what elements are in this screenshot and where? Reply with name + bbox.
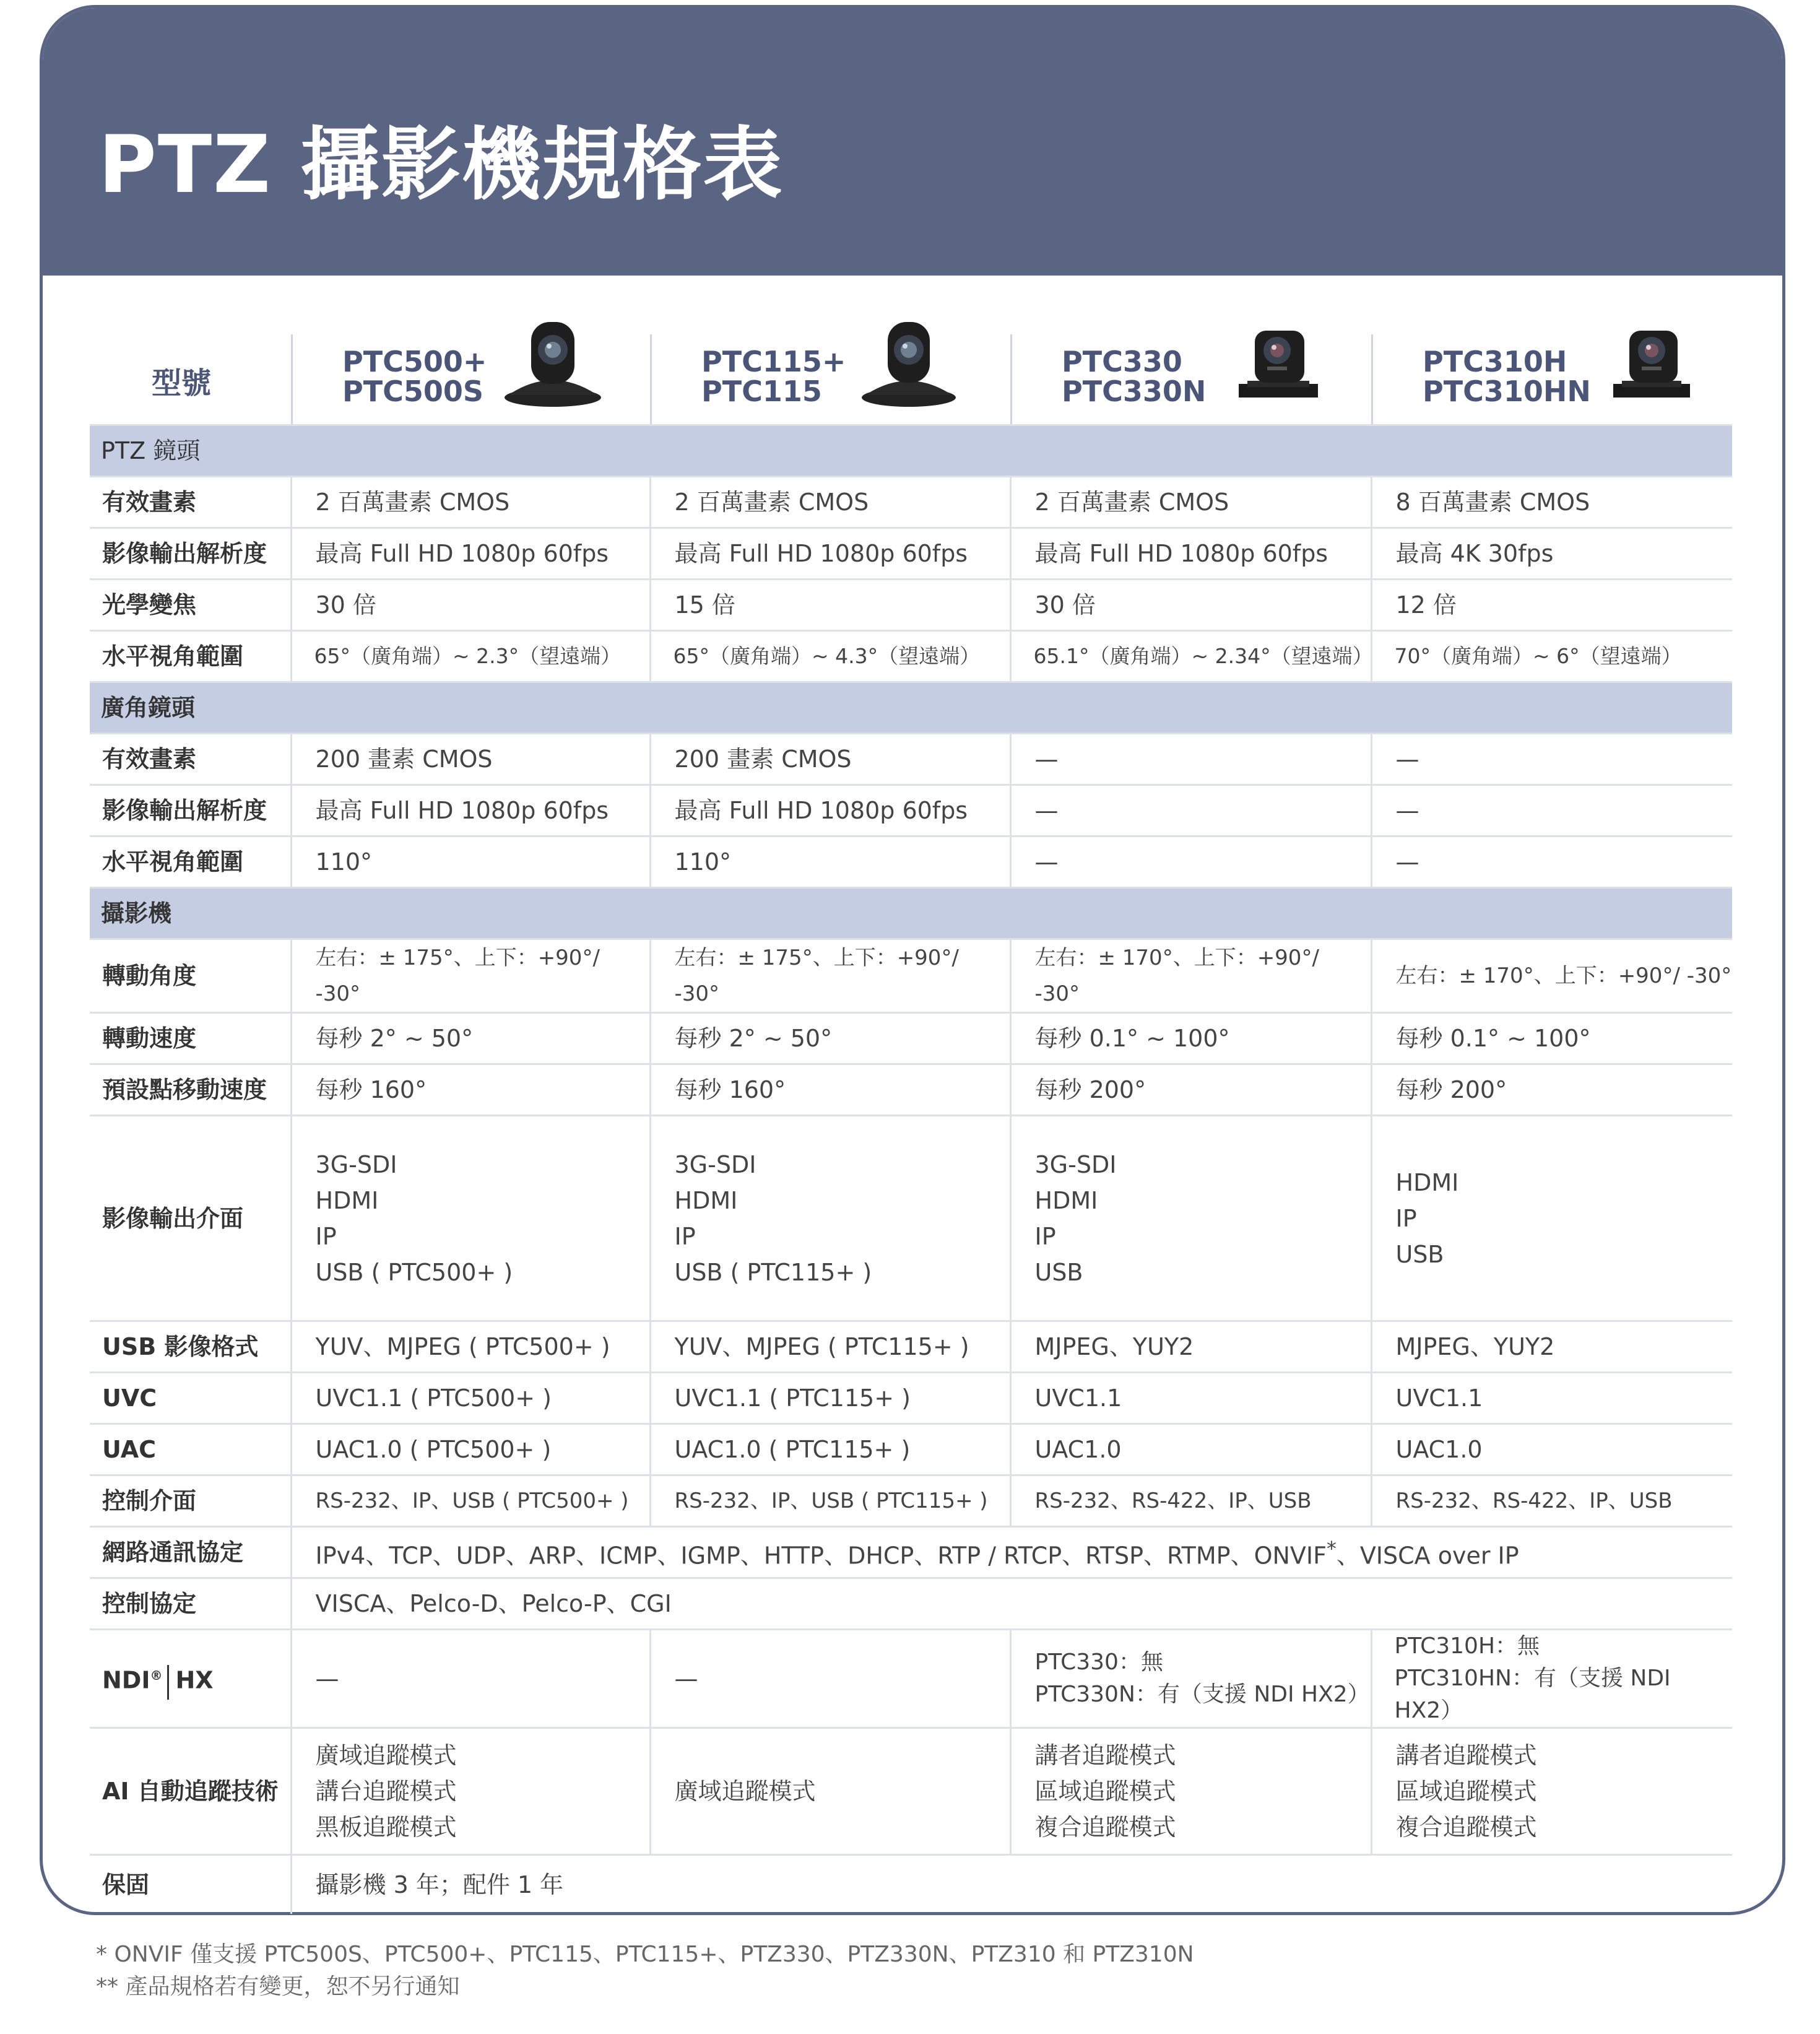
table-row — [90, 734, 1732, 785]
hx-label: HX — [175, 1667, 214, 1695]
row-label: AI 自動追蹤技術 — [90, 1728, 291, 1855]
cell: 每秒 160° — [650, 1064, 1010, 1116]
line: 講台追蹤模式 — [315, 1778, 457, 1805]
line: 廣域追蹤模式 — [315, 1742, 457, 1769]
cell — [291, 1527, 1732, 1578]
cell: 200 畫素 CMOS — [291, 734, 650, 785]
model-name: PTC330 — [1062, 345, 1182, 378]
model-name: PTC310H — [1423, 345, 1567, 378]
cell — [1371, 1630, 1732, 1728]
cell: 左右：± 175°、上下：+90°/ -30° — [291, 939, 650, 1013]
line: PTC310HN：有（支援 NDI HX2） — [1394, 1666, 1671, 1723]
table-row — [90, 580, 1732, 631]
cell: 最高 4K 30fps — [1371, 528, 1732, 580]
row-label: 有效畫素 — [90, 477, 291, 528]
cell: — — [1371, 734, 1732, 785]
row-label: 水平視角範圍 — [90, 631, 291, 682]
table-row — [90, 1630, 1732, 1728]
table-row — [90, 1373, 1732, 1424]
model-header-row — [90, 334, 1732, 424]
table-row — [90, 837, 1732, 888]
table-row — [90, 1527, 1732, 1578]
line: 廣域追蹤模式 — [674, 1778, 816, 1805]
row-label: 保固 — [90, 1855, 291, 1914]
cell: — — [1371, 785, 1732, 837]
cell: YUV、MJPEG ( PTC115+ ) — [650, 1321, 1010, 1373]
cell: 2 百萬畫素 CMOS — [1010, 477, 1371, 528]
cell: UVC1.1 ( PTC500+ ) — [291, 1373, 650, 1424]
model-ptc115 — [650, 334, 1012, 424]
cell: 110° — [650, 837, 1010, 888]
model-name: PTC500S — [342, 375, 484, 408]
cell: 200 畫素 CMOS — [650, 734, 1010, 785]
row-label: USB 影像格式 — [90, 1321, 291, 1373]
cell: 2 百萬畫素 CMOS — [291, 477, 650, 528]
cell: 每秒 2° ~ 50° — [291, 1013, 650, 1064]
row-label: 預設點移動速度 — [90, 1064, 291, 1116]
row-label: UAC — [90, 1424, 291, 1476]
line: PTC330：無 — [1034, 1649, 1163, 1675]
cell: RS-232、IP、USB ( PTC500+ ) — [291, 1476, 650, 1527]
cell: UVC1.1 ( PTC115+ ) — [650, 1373, 1010, 1424]
row-label: 轉動速度 — [90, 1013, 291, 1064]
cell — [650, 1116, 1010, 1321]
cell: 30 倍 — [1010, 580, 1371, 631]
line: PTC310H：無 — [1394, 1633, 1540, 1659]
network-protocol-list: IPv4、TCP、UDP、ARP、ICMP、IGMP、HTTP、DHCP、RTP / RTCP、RTSP、RTMP、ONVIF — [315, 1542, 1327, 1570]
cell: YUV、MJPEG ( PTC500+ ) — [291, 1321, 650, 1373]
cell: — — [650, 1630, 1010, 1728]
line: USB ( PTC115+ ) — [674, 1258, 872, 1286]
line: 複合追蹤模式 — [1395, 1814, 1537, 1841]
model-name: PTC115 — [701, 375, 822, 408]
cell: MJPEG、YUY2 — [1010, 1321, 1371, 1373]
row-label: 影像輸出解析度 — [90, 528, 291, 580]
line: 講者追蹤模式 — [1395, 1742, 1537, 1769]
row-label: 有效畫素 — [90, 734, 291, 785]
cell: 左右：± 170°、上下：+90°/ -30° — [1010, 939, 1371, 1013]
cell: 最高 Full HD 1080p 60fps — [650, 528, 1010, 580]
model-ptc310 — [1371, 334, 1734, 424]
line: 講者追蹤模式 — [1034, 1742, 1176, 1769]
network-protocol-tail: 、VISCA over IP — [1336, 1542, 1519, 1570]
cell: 30 倍 — [291, 580, 650, 631]
line: 區域追蹤模式 — [1034, 1778, 1176, 1805]
cell: 左右：± 170°、上下：+90°/ -30° — [1371, 939, 1732, 1013]
table-row — [90, 1013, 1732, 1064]
row-label-ndi — [90, 1630, 291, 1728]
cell — [1371, 1116, 1732, 1321]
line: HDMI — [674, 1186, 738, 1214]
line: 3G-SDI — [1034, 1150, 1117, 1178]
cell: RS-232、IP、USB ( PTC115+ ) — [650, 1476, 1010, 1527]
cell — [1010, 1728, 1371, 1855]
section-camera: 攝影機 — [90, 888, 1732, 939]
section-row — [90, 425, 1732, 477]
line: 黑板追蹤模式 — [315, 1814, 457, 1841]
cell: 最高 Full HD 1080p 60fps — [291, 528, 650, 580]
line: USB — [1034, 1258, 1083, 1286]
cell: UVC1.1 — [1010, 1373, 1371, 1424]
cell: — — [1010, 837, 1371, 888]
table-row — [90, 1578, 1732, 1630]
model-name: PTC115+ — [701, 345, 846, 378]
table-row — [90, 1728, 1732, 1855]
cell: 12 倍 — [1371, 580, 1732, 631]
row-label: 影像輸出解析度 — [90, 785, 291, 837]
cell: — — [1010, 734, 1371, 785]
line: 3G-SDI — [315, 1150, 397, 1178]
line: USB — [1395, 1240, 1444, 1268]
cell: 15 倍 — [650, 580, 1010, 631]
spec-table — [90, 424, 1732, 1914]
cell: 每秒 160° — [291, 1064, 650, 1116]
cell — [291, 1728, 650, 1855]
line: IP — [1395, 1204, 1417, 1232]
cell: 70°（廣角端）~ 6°（望遠端） — [1371, 631, 1732, 682]
cell: UAC1.0 ( PTC115+ ) — [650, 1424, 1010, 1476]
ptc310-camera-icon — [1608, 322, 1695, 409]
cell — [1010, 1630, 1371, 1728]
footnote-onvif: * ONVIF 僅支援 PTC500S、PTC500+、PTC115、PTC115+、PTZ330、PTZ330N、PTZ310 和 PTZ310N — [96, 1942, 1194, 1967]
cell: UVC1.1 — [1371, 1373, 1732, 1424]
cell: 左右：± 175°、上下：+90°/ -30° — [650, 939, 1010, 1013]
table-row — [90, 528, 1732, 580]
cell: 2 百萬畫素 CMOS — [650, 477, 1010, 528]
line: HDMI — [1034, 1186, 1098, 1214]
row-label: 網路通訊協定 — [90, 1527, 291, 1578]
table-row — [90, 1064, 1732, 1116]
cell — [1371, 1728, 1732, 1855]
table-row — [90, 1424, 1732, 1476]
line: HDMI — [315, 1186, 379, 1214]
divider — [167, 1665, 169, 1700]
row-label: 水平視角範圍 — [90, 837, 291, 888]
cell — [1010, 1116, 1371, 1321]
table-row — [90, 939, 1732, 1013]
table-row — [90, 1855, 1732, 1914]
ptc330-camera-icon — [1235, 322, 1322, 409]
table-row — [90, 1321, 1732, 1373]
model-header-label: 型號 — [152, 366, 212, 401]
line: HDMI — [1395, 1168, 1459, 1196]
cell: MJPEG、YUY2 — [1371, 1321, 1732, 1373]
cell — [291, 1116, 650, 1321]
cell: 65°（廣角端）~ 4.3°（望遠端） — [650, 631, 1010, 682]
cell: 每秒 2° ~ 50° — [650, 1013, 1010, 1064]
row-label: 影像輸出介面 — [90, 1116, 291, 1321]
cell: 攝影機 3 年；配件 1 年 — [291, 1855, 1732, 1914]
footnote-marker: * — [1326, 1537, 1337, 1560]
cell — [650, 1728, 1010, 1855]
cell: 每秒 200° — [1010, 1064, 1371, 1116]
cell: UAC1.0 — [1010, 1424, 1371, 1476]
title-banner — [43, 8, 1782, 276]
line: PTC330N：有（支援 NDI HX2） — [1034, 1682, 1370, 1707]
cell: UAC1.0 — [1371, 1424, 1732, 1476]
cell: 最高 Full HD 1080p 60fps — [650, 785, 1010, 837]
cell: 65.1°（廣角端）~ 2.34°（望遠端） — [1010, 631, 1371, 682]
cell: 65°（廣角端）~ 2.3°（望遠端） — [291, 631, 650, 682]
ptc115-camera-icon — [859, 316, 958, 409]
line: 3G-SDI — [674, 1150, 756, 1178]
cell: 每秒 200° — [1371, 1064, 1732, 1116]
model-ptc500 — [291, 334, 652, 424]
ptc500-camera-icon — [503, 316, 602, 409]
cell: 每秒 0.1° ~ 100° — [1010, 1013, 1371, 1064]
cell: 每秒 0.1° ~ 100° — [1371, 1013, 1732, 1064]
line: USB ( PTC500+ ) — [315, 1258, 513, 1286]
line: IP — [315, 1222, 337, 1250]
cell: 最高 Full HD 1080p 60fps — [1010, 528, 1371, 580]
row-label: 光學變焦 — [90, 580, 291, 631]
row-label: 轉動角度 — [90, 939, 291, 1013]
line: 複合追蹤模式 — [1034, 1814, 1176, 1841]
section-row — [90, 682, 1732, 734]
cell: RS-232、RS-422、IP、USB — [1010, 1476, 1371, 1527]
row-label: 控制協定 — [90, 1578, 291, 1630]
ndi-label: NDI — [102, 1667, 150, 1695]
table-row — [90, 1116, 1732, 1321]
line: IP — [674, 1222, 696, 1250]
cell: 8 百萬畫素 CMOS — [1371, 477, 1732, 528]
model-header-cell — [90, 334, 291, 424]
page-title: PTZ 攝影機規格表 — [98, 119, 784, 211]
cell: — — [1371, 837, 1732, 888]
model-name: PTC310HN — [1423, 375, 1591, 408]
model-name: PTC500+ — [342, 345, 487, 378]
section-row — [90, 888, 1732, 939]
table-row — [90, 631, 1732, 682]
model-ptc330 — [1010, 334, 1373, 424]
cell: VISCA、Pelco-D、Pelco-P、CGI — [291, 1578, 1732, 1630]
cell: — — [1010, 785, 1371, 837]
table-row — [90, 785, 1732, 837]
section-ptz-lens: PTZ 鏡頭 — [90, 425, 1732, 477]
cell: — — [291, 1630, 650, 1728]
cell: UAC1.0 ( PTC500+ ) — [291, 1424, 650, 1476]
footnote-disclaimer: ** 產品規格若有變更，恕不另行通知 — [96, 1974, 460, 1999]
cell: RS-232、RS-422、IP、USB — [1371, 1476, 1732, 1527]
table-row — [90, 477, 1732, 528]
row-label: 控制介面 — [90, 1476, 291, 1527]
cell: 最高 Full HD 1080p 60fps — [291, 785, 650, 837]
registered-mark: ® — [150, 1668, 163, 1684]
cell: 110° — [291, 837, 650, 888]
model-name: PTC330N — [1062, 375, 1207, 408]
line: IP — [1034, 1222, 1056, 1250]
table-row — [90, 1476, 1732, 1527]
section-wide-lens: 廣角鏡頭 — [90, 682, 1732, 734]
row-label: UVC — [90, 1373, 291, 1424]
line: 區域追蹤模式 — [1395, 1778, 1537, 1805]
